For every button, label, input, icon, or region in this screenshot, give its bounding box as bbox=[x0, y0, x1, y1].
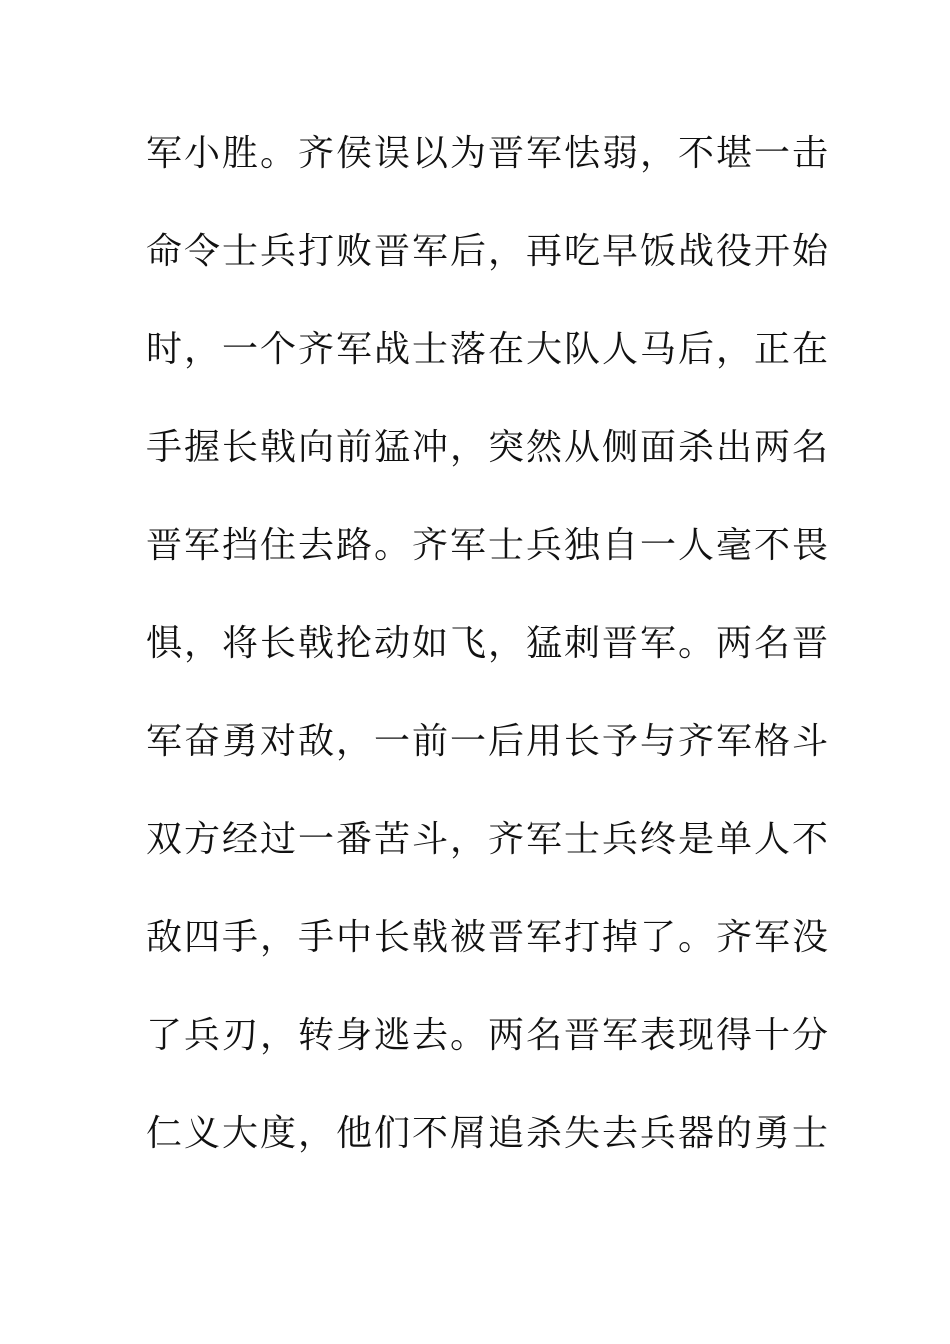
text-line: 手握长戟向前猛冲，突然从侧面杀出两名 bbox=[146, 427, 831, 468]
text-line: 了兵刃，转身逃去。两名晋军表现得十分 bbox=[146, 1015, 831, 1056]
text-line: 时，一个齐军战士落在大队人马后，正在 bbox=[146, 329, 831, 370]
text-line: 军小胜。齐侯误以为晋军怯弱，不堪一击 bbox=[146, 133, 831, 174]
body-text bbox=[146, 124, 831, 1202]
text-line: 军奋勇对敌，一前一后用长予与齐军格斗 bbox=[146, 721, 831, 762]
text-line: 仁义大度，他们不屑追杀失去兵器的勇士 bbox=[146, 1113, 831, 1154]
text-line: 命令士兵打败晋军后，再吃早饭战役开始 bbox=[146, 231, 831, 272]
text-line: 敌四手，手中长戟被晋军打掉了。齐军没 bbox=[146, 917, 831, 958]
text-line: 双方经过一番苦斗，齐军士兵终是单人不 bbox=[146, 819, 831, 860]
text-line: 晋军挡住去路。齐军士兵独自一人毫不畏 bbox=[146, 525, 831, 566]
text-line: 惧，将长戟抡动如飞，猛刺晋军。两名晋 bbox=[146, 623, 831, 664]
